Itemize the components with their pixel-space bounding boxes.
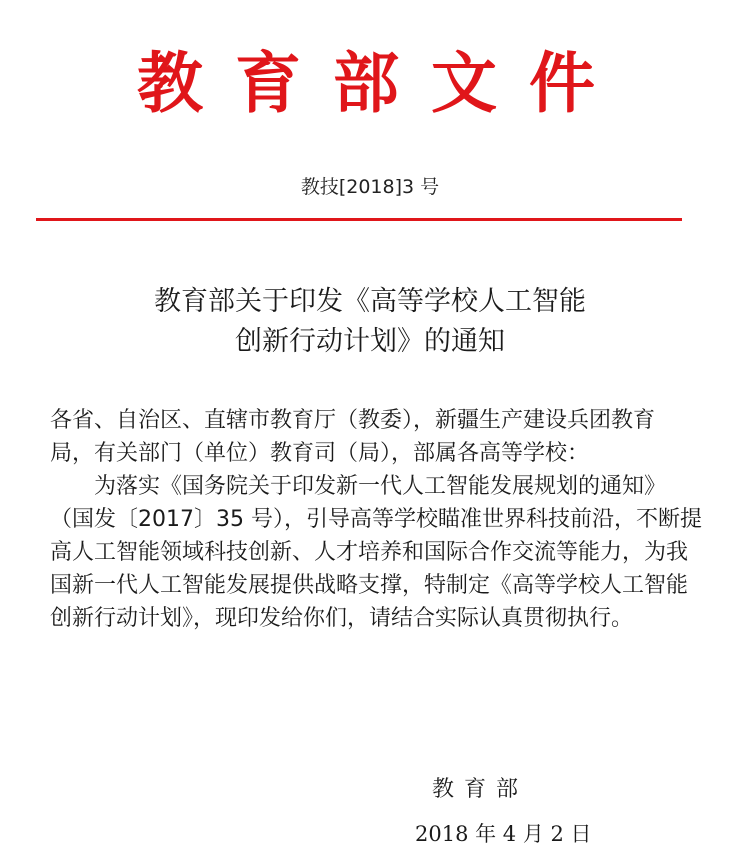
body-line-2: 局，有关部门（单位）教育司（局），部属各高等学校： xyxy=(50,441,590,466)
red-divider-rule xyxy=(36,218,682,221)
document-number: 教技[2018]3 号 xyxy=(300,176,440,198)
document-masthead: 教育部文件 xyxy=(137,44,627,122)
body-line-6: 国新一代人工智能发展提供战略支撑，特制定《高等学校人工智能 xyxy=(50,573,689,598)
title-line-2: 创新行动计划》的通知 xyxy=(235,326,505,357)
title-line-1: 教育部关于印发《高等学校人工智能 xyxy=(154,286,586,317)
body-line-5: 高人工智能领域科技创新、人才培养和国际合作交流等能力，为我 xyxy=(50,540,689,565)
issue-date: 2018 年 4 月 2 日 xyxy=(415,822,592,846)
body-line-7: 创新行动计划》，现印发给你们，请结合实际认真贯彻执行。 xyxy=(50,606,634,631)
body-line-1: 各省、自治区、直辖市教育厅（教委），新疆生产建设兵团教育 xyxy=(50,408,656,433)
body-line-3: 为落实《国务院关于印发新一代人工智能发展规划的通知》 xyxy=(94,474,667,499)
body-line-4: （国发〔2017〕35 号），引导高等学校瞄准世界科技前沿，不断提 xyxy=(50,507,702,532)
document-title xyxy=(0,282,740,362)
document-body xyxy=(50,404,702,635)
issuer-signature: 教育部 xyxy=(432,777,529,802)
